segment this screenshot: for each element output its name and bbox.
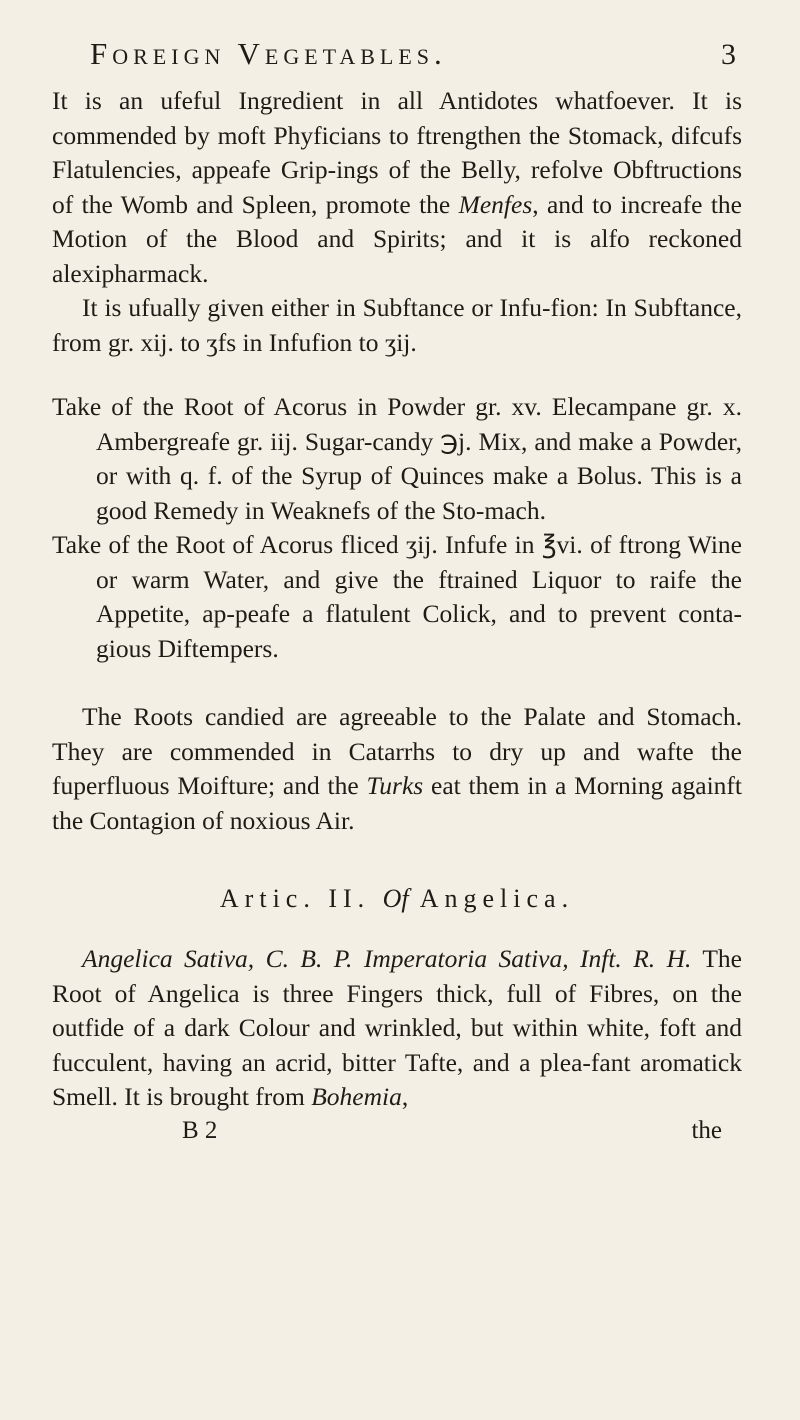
page-footer [52, 1115, 742, 1147]
recipe-section [52, 390, 742, 666]
paragraph-dosage [52, 291, 742, 360]
article-heading [52, 876, 742, 922]
italic-term: Turks [366, 771, 424, 800]
paragraph-text: , and to increafe the Motion of the Blood and Spirits; and it is alfo reckoned alexipharmack. [52, 189, 742, 288]
body-text [52, 84, 742, 1147]
italic-term: Menfes [458, 189, 533, 219]
paragraph-text: It is an ufeful Ingredient in all Antidotes whatfoever. It is commended by moft Phyficians to ftrengthen the Stomack, difcufs Flatulencies, appeafe Grip-ings of the Belly, refolve Obftructions of the Womb and Spleen, promote the [52, 86, 742, 219]
signature-mark: B 2 [182, 1116, 218, 1144]
paragraph-text: It is ufually given either in Subftance or Infu-fion: In Subftance, from gr. xij. to ʒfs in Infufion to ʒij. [52, 293, 742, 357]
paragraph-text: The Roots candied are agreeable to the Palate and Stomach. They are commended in Catarrhs to dry up and wafte the fuperfluous Moifture; and the [52, 702, 742, 800]
article-of: Of [382, 884, 409, 913]
paragraph-text: eat them in a Morning againft the Contagion of noxious Air. [52, 771, 742, 835]
angelica-section [52, 942, 742, 1115]
article-name: Angelica. [419, 884, 575, 913]
catchword: the [691, 1116, 722, 1144]
page-number: 3 [721, 38, 736, 71]
running-head [52, 36, 742, 84]
running-title: Foreign Vegetables. [90, 36, 447, 71]
paragraph-antidotes [52, 84, 742, 291]
candied-section [52, 700, 742, 838]
paragraph-angelica [52, 942, 742, 1115]
recipe-powder [52, 390, 742, 528]
italic-synonyms: Angelica Sativa, C. B. P. Imperatoria Sativa, Inft. R. H. [82, 944, 692, 973]
paragraph-text: , [401, 1082, 409, 1111]
italic-place: Bohemia [311, 1082, 402, 1111]
paragraph-text: The Root of Angelica is three Fingers thick, full of Fibres, on the outfide of a dark Colour and wrinkled, but within white, foft and fucculent, having an acrid, bitter Tafte, and a plea-fant aromatick Smell. It is brought from [52, 944, 742, 1111]
paragraph-candied [52, 700, 742, 838]
recipe-text: Take of the Root of Acorus in Powder gr. xv. Elecampane gr. x. Ambergreafe gr. iij. Sugar-candy ℈j. Mix, and make a Powder, or with q. f. of the Syrup of Quinces make a Bolus. This is a good Remedy in Weaknefs of the Sto-mach. [52, 392, 742, 525]
recipe-infusion [52, 528, 742, 666]
article-number: Artic. II. [219, 884, 371, 913]
recipe-text: Take of the Root of Acorus fliced ʒij. Infufe in ℥vi. of ftrong Wine or warm Water, and give the ftrained Liquor to raife the Appetite, ap-peafe a flatulent Colick, and to prevent conta-gious Diftempers. [52, 530, 742, 663]
